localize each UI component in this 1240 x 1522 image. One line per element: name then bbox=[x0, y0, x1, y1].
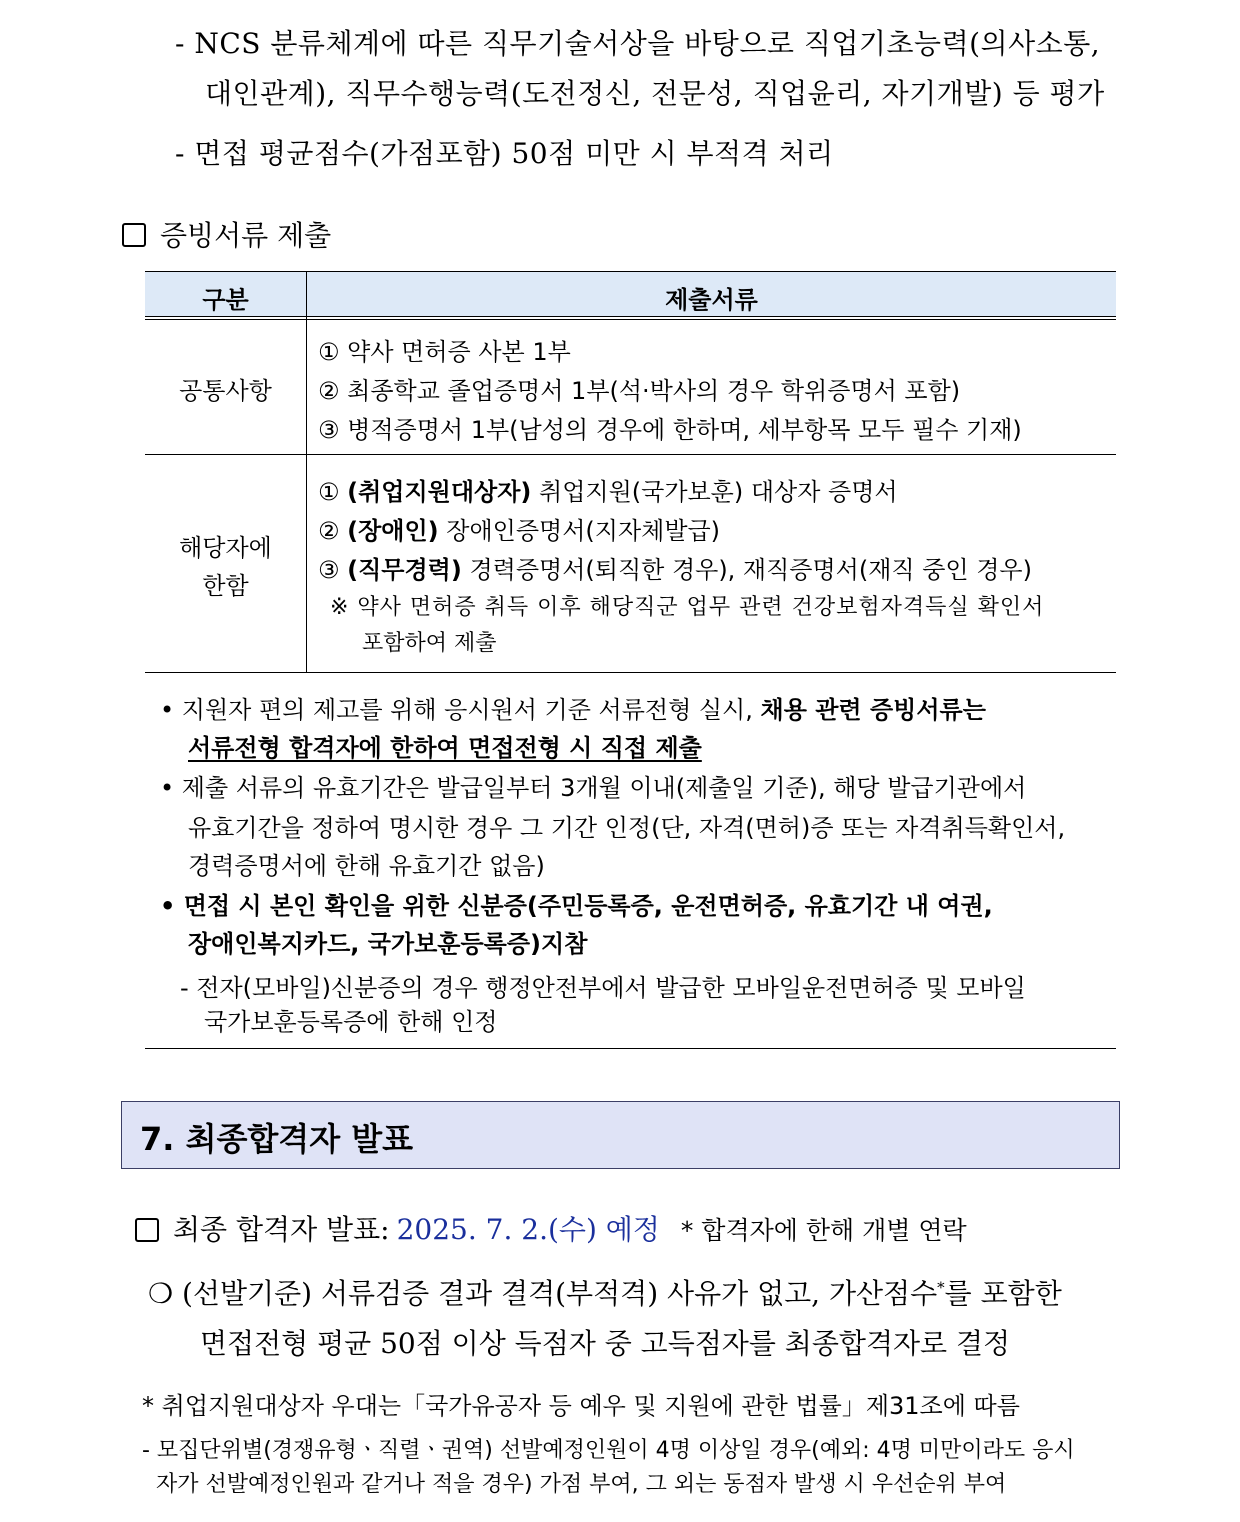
table-column-divider bbox=[306, 271, 307, 673]
table-top-border bbox=[145, 271, 1116, 272]
item-description: 장애인증명서(지자체발급) bbox=[446, 517, 721, 545]
checkbox-square-icon bbox=[122, 223, 146, 247]
row-applicable-item-1 bbox=[318, 472, 898, 507]
docs-section-title: 증빙서류 제출 bbox=[160, 219, 332, 252]
bullet-3-line2: 장애인복지카드, 국가보훈등록증)지참 bbox=[188, 930, 588, 958]
item-number: ③ bbox=[318, 556, 340, 584]
intro-item2: - 면접 평균점수(가점포함) 50점 미만 시 부적격 처리 bbox=[175, 137, 834, 170]
row-applicable-note-line2: 포함하여 제출 bbox=[362, 631, 497, 656]
criteria-line2: 면접전형 평균 50점 이상 득점자 중 고득점자를 최종합격자로 결정 bbox=[200, 1327, 1011, 1360]
row-applicable-category-line1: 해당자에 bbox=[179, 534, 272, 562]
table-header-documents: 제출서류 bbox=[665, 286, 758, 314]
table-header-category: 구분 bbox=[202, 286, 249, 314]
announcement-date: 2025. 7. 2.(수) 예정 bbox=[396, 1213, 660, 1246]
item-label-bold: (직무경력) bbox=[347, 556, 462, 584]
bullet-2-text: 제출 서류의 유효기간은 발급일부터 3개월 이내(제출일 기준), 해당 발급기관에서 bbox=[181, 774, 1027, 802]
row-common-item-1: ① 약사 면허증 사본 1부 bbox=[318, 338, 571, 366]
bullet-sub-line1: - 전자(모바일)신분증의 경우 행정안전부에서 발급한 모바일운전면허증 및 모바일 bbox=[180, 974, 1026, 1002]
table-bottom-border bbox=[145, 672, 1116, 673]
section-7-title: 7. 최종합격자 발표 bbox=[140, 1120, 414, 1158]
intro-item1-line1: - NCS 분류체계에 따른 직무기술서상을 바탕으로 직업기초능력(의사소통, bbox=[175, 27, 1101, 60]
bullet-2-line3: 경력증명서에 한해 유효기간 없음) bbox=[188, 852, 545, 880]
bullet-sub-line2: 국가보훈등록증에 한해 인정 bbox=[204, 1008, 498, 1036]
bullet-dot: • bbox=[160, 696, 182, 724]
bullet-dot: • bbox=[160, 774, 182, 802]
item-description: 취업지원(국가보훈) 대상자 증명서 bbox=[539, 478, 898, 506]
bullet-3-text: 면접 시 본인 확인을 위한 신분증(주민등록증, 운전면허증, 유효기간 내 여권, bbox=[183, 892, 993, 920]
row-applicable-item-3 bbox=[318, 550, 1032, 585]
announcement-line bbox=[135, 1208, 967, 1248]
row-common-item-2: ② 최종학교 졸업증명서 1부(석·박사의 경우 학위증명서 포함) bbox=[318, 377, 961, 405]
item-number: ① bbox=[318, 478, 340, 506]
checkbox-square-icon bbox=[135, 1218, 159, 1242]
announcement-note: * 합격자에 한해 개별 연락 bbox=[680, 1216, 967, 1245]
criteria-superscript: * bbox=[937, 1278, 945, 1297]
bullet-1-bold-text: 채용 관련 증빙서류는 bbox=[760, 696, 986, 724]
row-applicable-item-2 bbox=[318, 511, 720, 546]
row-applicable-note-line1: ※ 약사 면허증 취득 이후 해당직군 업무 관련 건강보험자격득실 확인서 bbox=[330, 595, 1045, 620]
bullet-2-line1 bbox=[160, 768, 1026, 803]
docs-section-heading bbox=[122, 214, 331, 254]
bullet-2-line2: 유효기간을 정하여 명시한 경우 그 기간 인정(단, 자격(면허)증 또는 자격취득확인서, bbox=[188, 814, 1066, 842]
criteria-text: ❍ (선발기준) 서류검증 결과 결격(부적격) 사유가 없고, 가산점수 bbox=[148, 1277, 938, 1310]
item-label-bold: (장애인) bbox=[347, 517, 439, 545]
row-common-category: 공통사항 bbox=[179, 377, 272, 405]
item-description: 경력증명서(퇴직한 경우), 재직증명서(재직 중인 경우) bbox=[469, 556, 1032, 584]
bullet-1-line2: 서류전형 합격자에 한하여 면접전형 시 직접 제출 bbox=[188, 734, 702, 762]
footnote-veterans-law: * 취업지원대상자 우대는「국가유공자 등 예우 및 지원에 관한 법률」제31조에 따름 bbox=[142, 1392, 1020, 1420]
table-row-divider bbox=[145, 454, 1116, 455]
table-header-rule-2 bbox=[145, 319, 1116, 320]
criteria-line1 bbox=[148, 1272, 1062, 1312]
bullets-bottom-rule bbox=[145, 1048, 1116, 1049]
announcement-label: 최종 합격자 발표: bbox=[173, 1213, 390, 1246]
section-7-banner bbox=[121, 1101, 1120, 1169]
row-common-item-3: ③ 병적증명서 1부(남성의 경우에 한하며, 세부항목 모두 필수 기재) bbox=[318, 416, 1022, 444]
item-number: ② bbox=[318, 517, 340, 545]
intro-item1-line2: 대인관계), 직무수행능력(도전정신, 전문성, 직업윤리, 자기개발) 등 평가 bbox=[205, 77, 1105, 110]
bullet-1-line1 bbox=[160, 690, 986, 725]
table-header-rule-1 bbox=[145, 316, 1116, 317]
item-label-bold: (취업지원대상자) bbox=[347, 478, 532, 506]
criteria-text-end: 를 포함한 bbox=[944, 1277, 1062, 1310]
footnote-bonus-line1: - 모집단위별(경쟁유형ㆍ직렬ㆍ권역) 선발예정인원이 4명 이상일 경우(예외: 4명 미만이라도 응시 bbox=[142, 1438, 1075, 1463]
bullet-1-text: 지원자 편의 제고를 위해 응시원서 기준 서류전형 실시, bbox=[181, 696, 761, 724]
footnote-bonus-line2: 자가 선발예정인원과 같거나 적을 경우) 가점 부여, 그 외는 동점자 발생 시 우선순위 부여 bbox=[156, 1472, 1007, 1497]
row-applicable-category-line2: 한함 bbox=[202, 572, 249, 600]
bullet-3-line1 bbox=[160, 886, 993, 921]
bullet-dot: • bbox=[160, 892, 184, 920]
